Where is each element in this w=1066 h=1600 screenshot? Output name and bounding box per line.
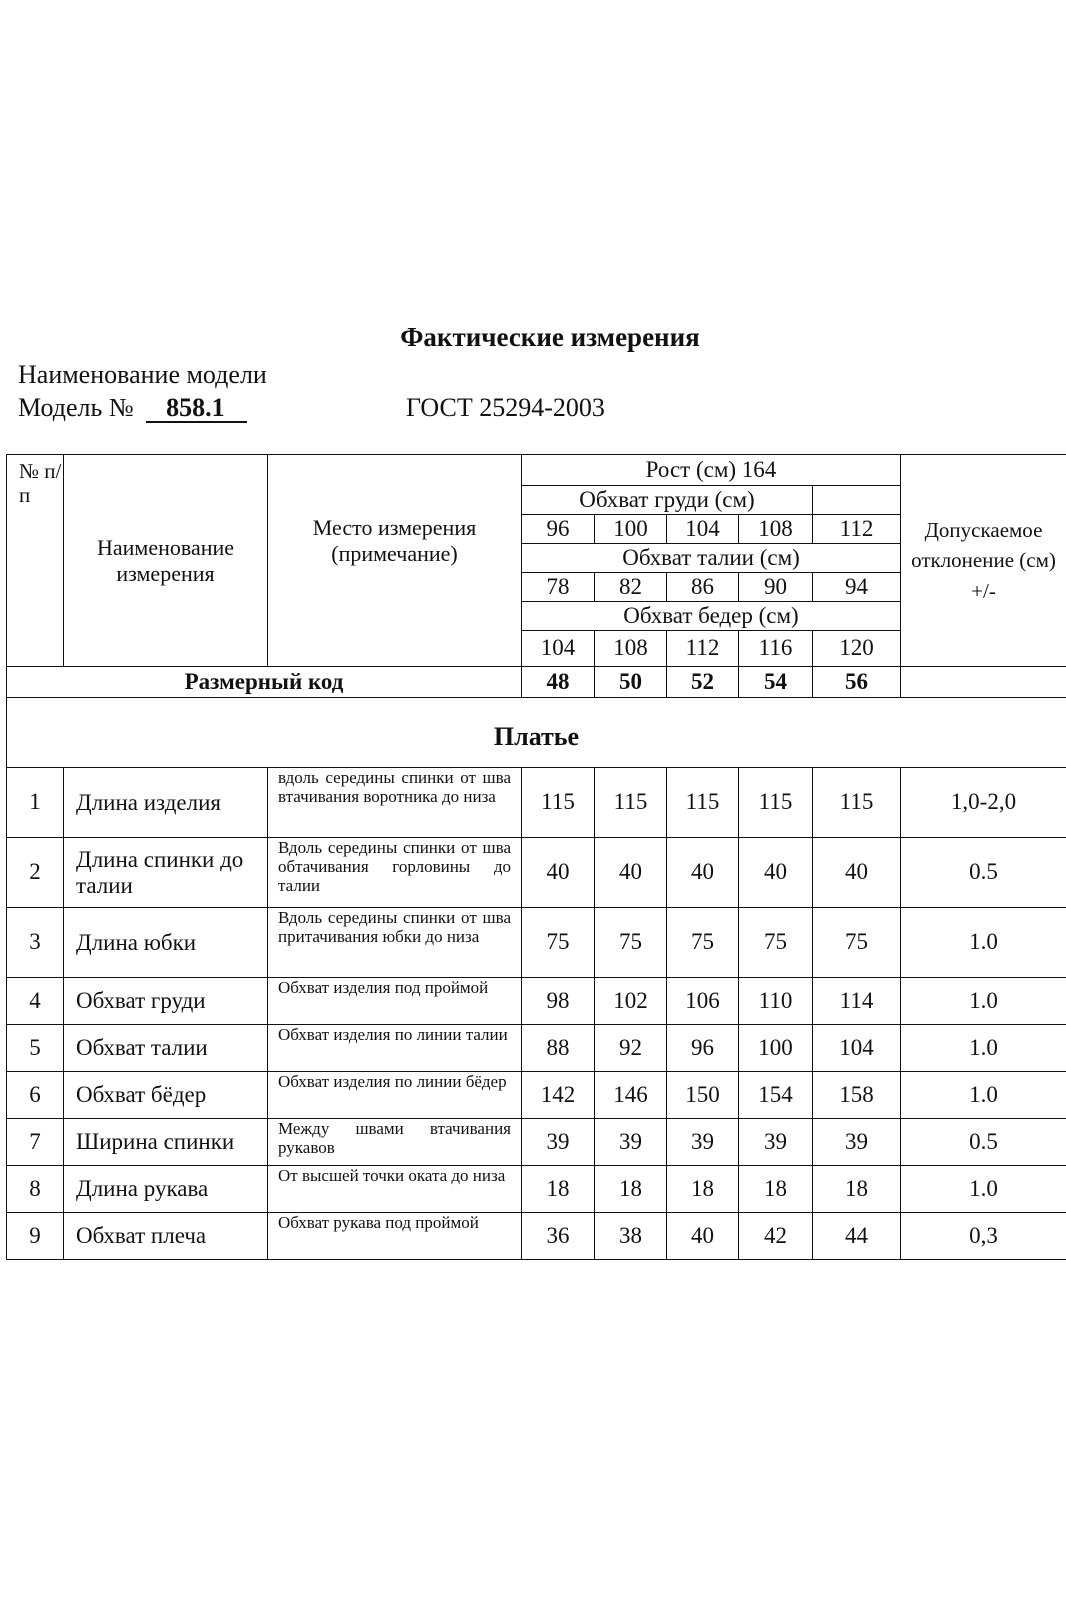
header-measurement-place: Место измерения (примечание)	[268, 455, 522, 667]
row-value: 75	[595, 908, 667, 978]
gost-standard: ГОСТ 25294-2003	[406, 393, 605, 422]
size-code-label: Размерный код	[7, 667, 522, 698]
row-measurement-place: Вдоль середины спинки от шва притачивания юбки до низа	[268, 908, 522, 978]
row-value: 96	[667, 1025, 739, 1072]
chest-value: 100	[595, 515, 667, 544]
row-number: 2	[7, 838, 64, 908]
row-value: 115	[522, 768, 595, 838]
measurements-table	[6, 454, 1066, 1260]
row-number: 9	[7, 1213, 64, 1260]
row-value: 115	[813, 768, 901, 838]
row-value: 39	[522, 1119, 595, 1166]
row-value: 106	[667, 978, 739, 1025]
waist-value: 86	[667, 573, 739, 602]
row-value: 40	[739, 838, 813, 908]
row-tolerance: 1.0	[901, 1072, 1066, 1119]
row-value: 115	[667, 768, 739, 838]
row-measurement-name: Длина изделия	[64, 768, 268, 838]
row-value: 115	[739, 768, 813, 838]
row-measurement-place: Обхват изделия по линии талии	[268, 1025, 522, 1072]
waist-value: 82	[595, 573, 667, 602]
row-value: 38	[595, 1213, 667, 1260]
row-number: 7	[7, 1119, 64, 1166]
row-value: 114	[813, 978, 901, 1025]
table-row	[7, 908, 1066, 978]
row-tolerance: 1.0	[901, 1025, 1066, 1072]
chest-value: 104	[667, 515, 739, 544]
row-value: 39	[739, 1119, 813, 1166]
row-measurement-place: Между швами втачивания рукавов	[268, 1119, 522, 1166]
hips-value: 112	[667, 631, 739, 667]
row-value: 39	[595, 1119, 667, 1166]
row-measurement-place: вдоль середины спинки от шва втачивания воротника до низа	[268, 768, 522, 838]
row-measurement-place: Обхват изделия под проймой	[268, 978, 522, 1025]
row-measurement-name: Обхват груди	[64, 978, 268, 1025]
table-row	[7, 1166, 1066, 1213]
document-title: Фактические измерения	[400, 322, 700, 352]
row-value: 18	[522, 1166, 595, 1213]
row-value: 75	[813, 908, 901, 978]
size-code-value: 52	[667, 667, 739, 698]
row-value: 44	[813, 1213, 901, 1260]
row-tolerance: 0,3	[901, 1213, 1066, 1260]
row-value: 75	[739, 908, 813, 978]
row-value: 39	[667, 1119, 739, 1166]
header-height: Рост (см) 164	[522, 455, 901, 486]
table-row	[7, 838, 1066, 908]
row-value: 146	[595, 1072, 667, 1119]
row-number: 8	[7, 1166, 64, 1213]
row-value: 40	[667, 1213, 739, 1260]
row-value: 154	[739, 1072, 813, 1119]
row-number: 4	[7, 978, 64, 1025]
row-value: 18	[739, 1166, 813, 1213]
row-value: 39	[813, 1119, 901, 1166]
row-number: 3	[7, 908, 64, 978]
size-code-value: 48	[522, 667, 595, 698]
header-number: № п/п	[7, 455, 64, 667]
row-measurement-name: Обхват плеча	[64, 1213, 268, 1260]
row-measurement-place: Обхват изделия по линии бёдер	[268, 1072, 522, 1119]
row-tolerance: 1,0-2,0	[901, 768, 1066, 838]
row-measurement-name: Обхват талии	[64, 1025, 268, 1072]
row-tolerance: 0.5	[901, 1119, 1066, 1166]
row-value: 18	[667, 1166, 739, 1213]
row-value: 75	[522, 908, 595, 978]
hips-value: 104	[522, 631, 595, 667]
row-value: 40	[813, 838, 901, 908]
row-value: 150	[667, 1072, 739, 1119]
row-value: 158	[813, 1072, 901, 1119]
row-measurement-name: Длина спинки до талии	[64, 838, 268, 908]
row-value: 40	[667, 838, 739, 908]
row-tolerance: 1.0	[901, 978, 1066, 1025]
table-row	[7, 1119, 1066, 1166]
header-hips: Обхват бедер (см)	[522, 602, 901, 631]
model-number-line	[18, 393, 247, 423]
row-tolerance: 1.0	[901, 1166, 1066, 1213]
hips-value: 120	[813, 631, 901, 667]
row-value: 18	[813, 1166, 901, 1213]
row-number: 5	[7, 1025, 64, 1072]
table-row	[7, 1025, 1066, 1072]
table-row	[7, 1072, 1066, 1119]
row-value: 115	[595, 768, 667, 838]
header-tolerance: Допускаемое отклонение (см) +/-	[901, 455, 1066, 667]
section-title: Платье	[7, 698, 1066, 768]
table-row	[7, 1213, 1066, 1260]
row-value: 40	[595, 838, 667, 908]
chest-value: 112	[813, 515, 901, 544]
model-number: 858.1	[146, 395, 247, 423]
row-value: 36	[522, 1213, 595, 1260]
row-measurement-name: Обхват бёдер	[64, 1072, 268, 1119]
row-measurement-name: Длина рукава	[64, 1166, 268, 1213]
row-value: 18	[595, 1166, 667, 1213]
size-code-value: 54	[739, 667, 813, 698]
table-row	[7, 768, 1066, 838]
row-measurement-place: От высшей точки оката до низа	[268, 1166, 522, 1213]
row-value: 102	[595, 978, 667, 1025]
row-value: 98	[522, 978, 595, 1025]
header-chest: Обхват груди (см)	[522, 486, 813, 515]
waist-value: 90	[739, 573, 813, 602]
hips-value: 108	[595, 631, 667, 667]
header-measurement-name: Наименование измерения	[64, 455, 268, 667]
model-name-label: Наименование модели	[18, 360, 267, 389]
row-value: 110	[739, 978, 813, 1025]
row-value: 75	[667, 908, 739, 978]
row-tolerance: 0.5	[901, 838, 1066, 908]
table-row	[7, 978, 1066, 1025]
row-number: 1	[7, 768, 64, 838]
row-value: 92	[595, 1025, 667, 1072]
row-value: 142	[522, 1072, 595, 1119]
size-code-value: 50	[595, 667, 667, 698]
size-code-value: 56	[813, 667, 901, 698]
row-value: 104	[813, 1025, 901, 1072]
row-measurement-name: Длина юбки	[64, 908, 268, 978]
header-chest-blank	[813, 486, 901, 515]
waist-value: 94	[813, 573, 901, 602]
waist-value: 78	[522, 573, 595, 602]
row-measurement-place: Вдоль середины спинки от шва обтачивания горловины до талии	[268, 838, 522, 908]
header-waist: Обхват талии (см)	[522, 544, 901, 573]
row-value: 40	[522, 838, 595, 908]
size-code-tolerance-blank	[901, 667, 1066, 698]
row-value: 100	[739, 1025, 813, 1072]
row-value: 88	[522, 1025, 595, 1072]
model-number-label: Модель №	[18, 393, 134, 422]
row-value: 42	[739, 1213, 813, 1260]
row-tolerance: 1.0	[901, 908, 1066, 978]
row-number: 6	[7, 1072, 64, 1119]
chest-value: 108	[739, 515, 813, 544]
row-measurement-name: Ширина спинки	[64, 1119, 268, 1166]
row-measurement-place: Обхват рукава под проймой	[268, 1213, 522, 1260]
hips-value: 116	[739, 631, 813, 667]
chest-value: 96	[522, 515, 595, 544]
